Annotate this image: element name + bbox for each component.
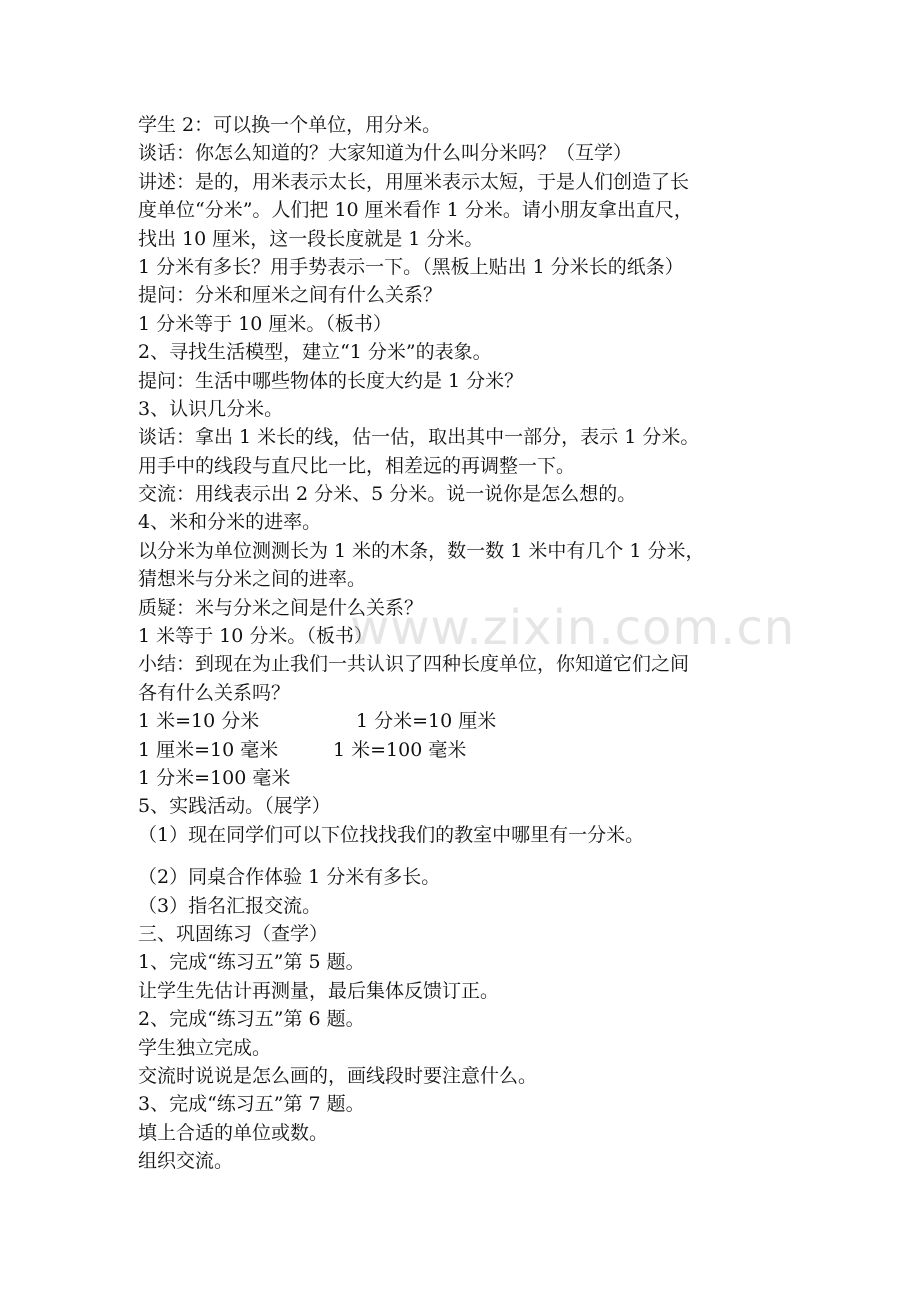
text-line: 用手中的线段与直尺比一比，相差远的再调整一下。 xyxy=(138,454,576,477)
text-line: 提问：生活中哪些物体的长度大约是 1 分米？ xyxy=(138,369,524,392)
section-heading: 3、认识几分米。 xyxy=(138,397,284,420)
relation-left: 1 厘米=10 毫米 xyxy=(138,738,279,761)
text-line: 提问：分米和厘米之间有什么关系？ xyxy=(138,284,443,307)
relation-row xyxy=(138,736,778,764)
document-body xyxy=(138,111,778,1175)
text-line: 1、完成“练习五”第 5 题。 xyxy=(138,951,365,974)
text-line: 学生独立完成。 xyxy=(138,1036,272,1059)
text-line: 组织交流。 xyxy=(138,1150,234,1173)
relation-right: 1 米=100 毫米 xyxy=(333,738,467,761)
relation-row xyxy=(138,764,778,792)
watermark: www.zixin.com.cn xyxy=(350,600,796,656)
relation-left: 1 米=10 分米 xyxy=(138,710,260,733)
text-line: 谈话：你怎么知道的？大家知道为什么叫分米吗？（互学） xyxy=(138,142,633,165)
text-line: 小结：到现在为止我们一共认识了四种长度单位，你知道它们之间 xyxy=(138,653,690,676)
section-heading: 2、寻找生活模型，建立“1 分米”的表象。 xyxy=(138,341,492,364)
text-line: 交流：用线表示出 2 分米、5 分米。说一说你是怎么想的。 xyxy=(138,483,637,506)
section-heading: 三、巩固练习（查学） xyxy=(138,922,329,945)
text-line: 以分米为单位测测长为 1 米的木条，数一数 1 米中有几个 1 分米， xyxy=(138,539,705,562)
text-line: 让学生先估计再测量，最后集体反馈订正。 xyxy=(138,979,500,1002)
text-line: 谈话：拿出 1 米长的线，估一估，取出其中一部分，表示 1 分米。 xyxy=(138,426,700,449)
text-line: 交流时说说是怎么画的，画线段时要注意什么。 xyxy=(138,1064,538,1087)
text-line: 质疑：米与分米之间是什么关系？ xyxy=(138,596,424,619)
text-line: 度单位“分米”。人们把 10 厘米看作 1 分米。请小朋友拿出直尺， xyxy=(138,199,693,222)
text-line: 讲述：是的，用米表示太长，用厘米表示太短，于是人们创造了长 xyxy=(138,170,690,193)
text-line: 1 米等于 10 分米。（板书） xyxy=(138,625,373,648)
text-line: 填上合适的单位或数。 xyxy=(138,1121,329,1144)
text-line: 猜想米与分米之间的进率。 xyxy=(138,568,367,591)
text-line: （1）现在同学们可以下位找找我们的教室中哪里有一分米。 xyxy=(138,823,645,846)
section-heading: 5、实践活动。（展学） xyxy=(138,795,331,818)
text-line: 2、完成“练习五”第 6 题。 xyxy=(138,1008,365,1031)
text-line: 3、完成“练习五”第 7 题。 xyxy=(138,1093,365,1116)
section-heading: 4、米和分米的进率。 xyxy=(138,511,322,534)
relation-right: 1 分米=10 厘米 xyxy=(356,710,497,733)
relation-left: 1 分米=100 毫米 xyxy=(138,766,291,789)
text-line: （2）同桌合作体验 1 分米有多长。 xyxy=(138,866,441,889)
text-line: 找出 10 厘米，这一段长度就是 1 分米。 xyxy=(138,227,484,250)
text-line: 学生 2：可以换一个单位，用分米。 xyxy=(138,114,442,136)
text-line: （3）指名汇报交流。 xyxy=(138,894,322,917)
text-line: 1 分米等于 10 厘米。（板书） xyxy=(138,312,392,335)
relation-row xyxy=(138,707,778,735)
text-line: 1 分米有多长？用手势表示一下。（黑板上贴出 1 分米长的纸条） xyxy=(138,255,684,278)
text-line: 各有什么关系吗？ xyxy=(138,681,291,704)
